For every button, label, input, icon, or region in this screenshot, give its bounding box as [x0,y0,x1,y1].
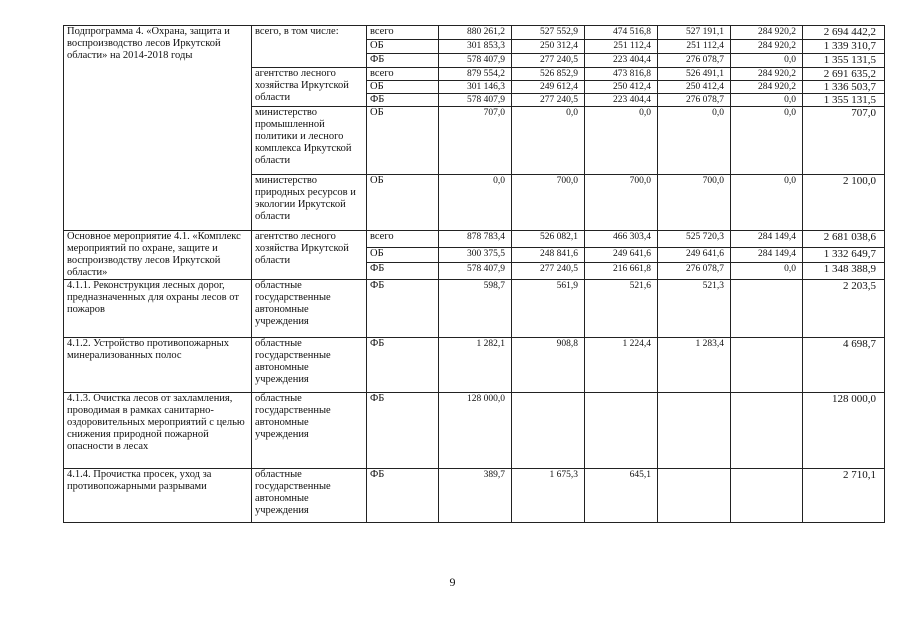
year-value-cell: 578 407,9 [439,54,512,68]
total-value-cell: 2 710,1 [803,469,885,523]
funding-source-cell: всего [367,231,439,248]
executor-cell: всего, в том числе: [252,26,367,68]
year-value-cell: 284 149,4 [731,247,803,263]
executor-cell: областные государственные автономные учреждения [252,338,367,393]
total-value-cell: 707,0 [803,107,885,175]
year-value-cell: 1 675,3 [512,469,585,523]
year-value-cell: 527 552,9 [512,26,585,40]
year-value-cell [658,469,731,523]
year-value-cell: 284 920,2 [731,68,803,81]
executor-cell: министерство промышленной политики и лесного комплекса Иркутской области [252,107,367,175]
total-value-cell: 1 339 310,7 [803,40,885,54]
year-value-cell: 128 000,0 [439,393,512,469]
funding-source-cell: ОБ [367,40,439,54]
year-value-cell: 251 112,4 [658,40,731,54]
executor-cell: агентство лесного хозяйства Иркутской области [252,68,367,107]
year-value-cell [512,393,585,469]
executor-cell: областные государственные автономные учреждения [252,280,367,338]
year-value-cell: 527 191,1 [658,26,731,40]
table-row [64,280,885,338]
table-row [64,469,885,523]
year-value-cell: 250 412,4 [585,81,658,94]
year-value-cell: 284 149,4 [731,231,803,248]
year-value-cell: 389,7 [439,469,512,523]
total-value-cell: 1 336 503,7 [803,81,885,94]
year-value-cell: 473 816,8 [585,68,658,81]
year-value-cell: 301 146,3 [439,81,512,94]
year-value-cell: 0,0 [731,54,803,68]
year-value-cell: 249 612,4 [512,81,585,94]
year-value-cell: 277 240,5 [512,263,585,280]
year-value-cell: 521,3 [658,280,731,338]
executor-cell: министерство природных ресурсов и экологии Иркутской области [252,175,367,231]
year-value-cell: 250 312,4 [512,40,585,54]
budget-table [63,25,885,523]
funding-source-cell: ОБ [367,247,439,263]
year-value-cell: 526 852,9 [512,68,585,81]
funding-source-cell: ФБ [367,280,439,338]
total-value-cell: 1 332 649,7 [803,247,885,263]
total-value-cell: 1 355 131,5 [803,94,885,107]
executor-cell: агентство лесного хозяйства Иркутской области [252,231,367,280]
year-value-cell: 276 078,7 [658,263,731,280]
funding-source-cell: ОБ [367,107,439,175]
year-value-cell: 526 491,1 [658,68,731,81]
table-row [64,393,885,469]
year-value-cell: 908,8 [512,338,585,393]
year-value-cell: 276 078,7 [658,94,731,107]
total-value-cell: 2 691 635,2 [803,68,885,81]
year-value-cell: 249 641,6 [658,247,731,263]
year-value-cell [658,393,731,469]
year-value-cell: 250 412,4 [658,81,731,94]
funding-source-cell: ФБ [367,338,439,393]
year-value-cell: 0,0 [512,107,585,175]
total-value-cell: 2 100,0 [803,175,885,231]
year-value-cell: 248 841,6 [512,247,585,263]
year-value-cell: 284 920,2 [731,40,803,54]
funding-source-cell: ФБ [367,94,439,107]
total-value-cell: 1 348 388,9 [803,263,885,280]
year-value-cell: 223 404,4 [585,94,658,107]
year-value-cell: 525 720,3 [658,231,731,248]
year-value-cell: 879 554,2 [439,68,512,81]
funding-source-cell: ФБ [367,469,439,523]
year-value-cell: 578 407,9 [439,263,512,280]
year-value-cell: 700,0 [585,175,658,231]
total-value-cell: 128 000,0 [803,393,885,469]
year-value-cell: 284 920,2 [731,81,803,94]
executor-cell: областные государственные автономные учреждения [252,469,367,523]
year-value-cell: 474 516,8 [585,26,658,40]
year-value-cell: 276 078,7 [658,54,731,68]
year-value-cell: 521,6 [585,280,658,338]
funding-source-cell: ОБ [367,81,439,94]
year-value-cell: 707,0 [439,107,512,175]
page-number: 9 [449,575,456,589]
year-value-cell: 1 224,4 [585,338,658,393]
year-value-cell: 645,1 [585,469,658,523]
year-value-cell: 0,0 [731,107,803,175]
year-value-cell: 0,0 [731,263,803,280]
year-value-cell: 223 404,4 [585,54,658,68]
year-value-cell: 526 082,1 [512,231,585,248]
funding-source-cell: всего [367,68,439,81]
year-value-cell: 0,0 [731,94,803,107]
year-value-cell: 300 375,5 [439,247,512,263]
program-title-cell: 4.1.2. Устройство противопожарных минерализованных полос [64,338,252,393]
total-value-cell: 4 698,7 [803,338,885,393]
year-value-cell [731,280,803,338]
year-value-cell: 578 407,9 [439,94,512,107]
year-value-cell: 0,0 [658,107,731,175]
table-row [64,26,885,40]
year-value-cell: 216 661,8 [585,263,658,280]
program-title-cell: 4.1.1. Реконструкция лесных дорог, предназначенных для охраны лесов от пожаров [64,280,252,338]
year-value-cell [731,393,803,469]
year-value-cell: 0,0 [731,175,803,231]
year-value-cell: 284 920,2 [731,26,803,40]
year-value-cell [585,393,658,469]
year-value-cell: 249 641,6 [585,247,658,263]
total-value-cell: 2 681 038,6 [803,231,885,248]
year-value-cell: 1 283,4 [658,338,731,393]
year-value-cell: 466 303,4 [585,231,658,248]
program-title-cell: Основное мероприятие 4.1. «Комплекс мероприятий по охране, защите и воспроизводству лесов Иркутской области» [64,231,252,280]
program-title-cell: 4.1.4. Прочистка просек, уход за противопожарными разрывами [64,469,252,523]
program-title-cell: 4.1.3. Очистка лесов от захламления, проводимая в рамках санитарно-оздоровительных мероприятий с целью снижения природной пожарной опасности в лесах [64,393,252,469]
funding-source-cell: ФБ [367,263,439,280]
funding-source-cell: ОБ [367,175,439,231]
year-value-cell: 598,7 [439,280,512,338]
program-title-cell: Подпрограмма 4. «Охрана, защита и воспроизводство лесов Иркутской области» на 2014-2018 годы [64,26,252,231]
table-row [64,231,885,248]
total-value-cell: 1 355 131,5 [803,54,885,68]
funding-source-cell: ФБ [367,393,439,469]
year-value-cell: 301 853,3 [439,40,512,54]
year-value-cell: 251 112,4 [585,40,658,54]
year-value-cell [731,469,803,523]
year-value-cell: 880 261,2 [439,26,512,40]
year-value-cell: 878 783,4 [439,231,512,248]
year-value-cell: 0,0 [585,107,658,175]
funding-source-cell: ФБ [367,54,439,68]
total-value-cell: 2 694 442,2 [803,26,885,40]
year-value-cell: 700,0 [658,175,731,231]
executor-cell: областные государственные автономные учреждения [252,393,367,469]
year-value-cell: 700,0 [512,175,585,231]
total-value-cell: 2 203,5 [803,280,885,338]
year-value-cell [731,338,803,393]
year-value-cell: 561,9 [512,280,585,338]
table-row [64,338,885,393]
year-value-cell: 0,0 [439,175,512,231]
year-value-cell: 1 282,1 [439,338,512,393]
year-value-cell: 277 240,5 [512,54,585,68]
funding-source-cell: всего [367,26,439,40]
year-value-cell: 277 240,5 [512,94,585,107]
